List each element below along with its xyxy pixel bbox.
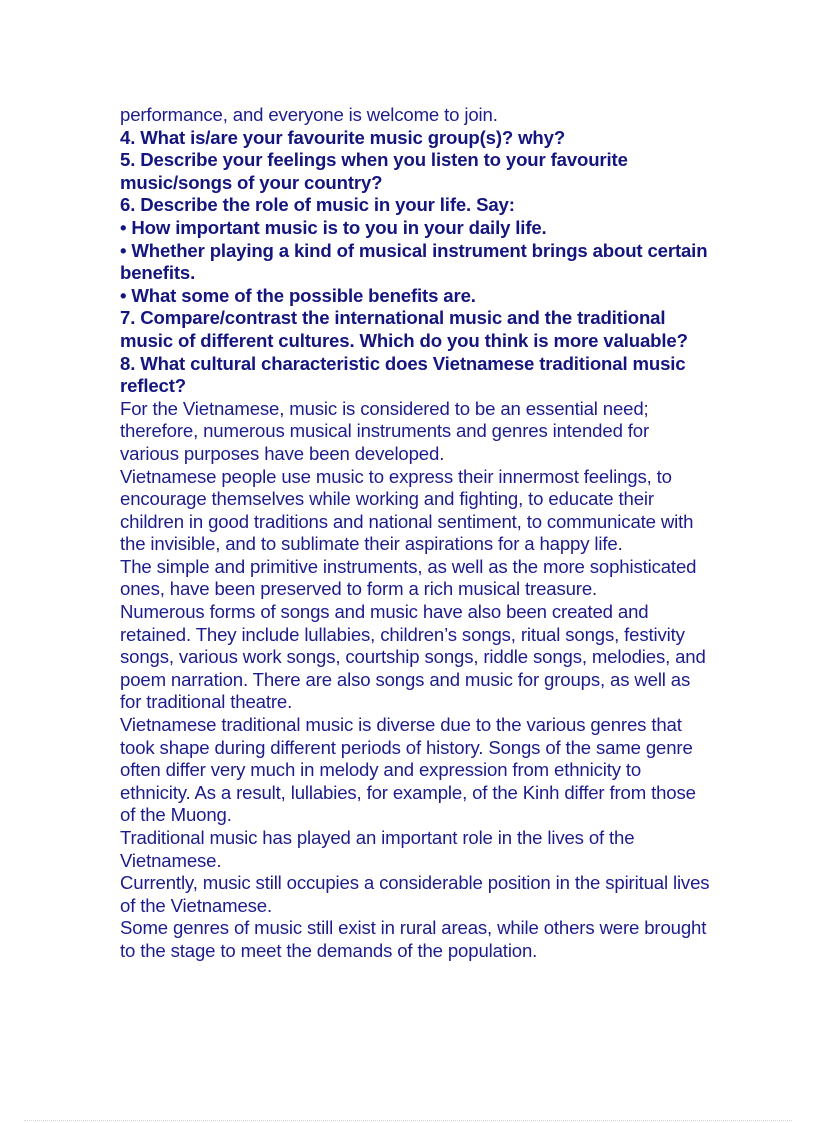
answer-paragraph-1: For the Vietnamese, music is considered to be an essential need; therefore, numerous musical instruments and genres intended for various purposes have been developed. (120, 397, 650, 464)
answer-paragraph-2: Vietnamese people use music to express their innermost feelings, to encourage themselves while working and fighting, to educate their children in good traditions and national sentiment, to communicate with the invisible, and to sublimate their aspirations for a happy life. (120, 465, 694, 555)
answer-paragraph-3: The simple and primitive instruments, as well as the more sophisticated ones, have been preserved to form a rich musical treasure. (120, 555, 697, 600)
paragraph-continuation: performance, and everyone is welcome to join. (120, 104, 498, 125)
document-body (120, 104, 710, 963)
page-bottom-divider (24, 1120, 792, 1121)
question-8: 8. What cultural characteristic does Vietnamese traditional music reflect? (120, 352, 686, 397)
question-6: 6. Describe the role of music in your life. Say: (120, 194, 515, 216)
question-4: 4. What is/are your favourite music group(s)? why? (120, 126, 566, 148)
answer-paragraph-4: Numerous forms of songs and music have also been created and retained. They include lullabies, children’s songs, ritual songs, festivity songs, various work songs, courtship songs, riddle songs, melodies, and poem narration. There are also songs and music for groups, as well as for traditional theatre. (120, 601, 706, 713)
question-6-bullet-3: • What some of the possible benefits are. (120, 284, 476, 306)
answer-paragraph-6: Traditional music has played an important role in the lives of the Vietnamese. (120, 827, 635, 871)
answer-paragraph-7: Currently, music still occupies a considerable position in the spiritual lives of the Vietnamese. (120, 872, 710, 916)
question-5: 5. Describe your feelings when you listen to your favourite music/songs of your country? (120, 149, 628, 193)
answer-paragraph-8: Some genres of music still exist in rural areas, while others were brought to the stage to meet the demands of the population. (120, 917, 707, 961)
answer-paragraph-5: Vietnamese traditional music is diverse due to the various genres that took shape during different periods of history. Songs of the same genre often differ very much in melody and expression from ethnicity to ethnicity. As a result, lullabies, for example, of the Kinh differ from those of the Muong. (120, 714, 696, 826)
question-6-bullet-2: • Whether playing a kind of musical instrument brings about certain benefits. (120, 239, 708, 284)
question-6-bullet-1: • How important music is to you in your daily life. (120, 216, 547, 238)
question-7: 7. Compare/contrast the international music and the traditional music of different cultures. Which do you think is more valuable? (120, 307, 688, 351)
